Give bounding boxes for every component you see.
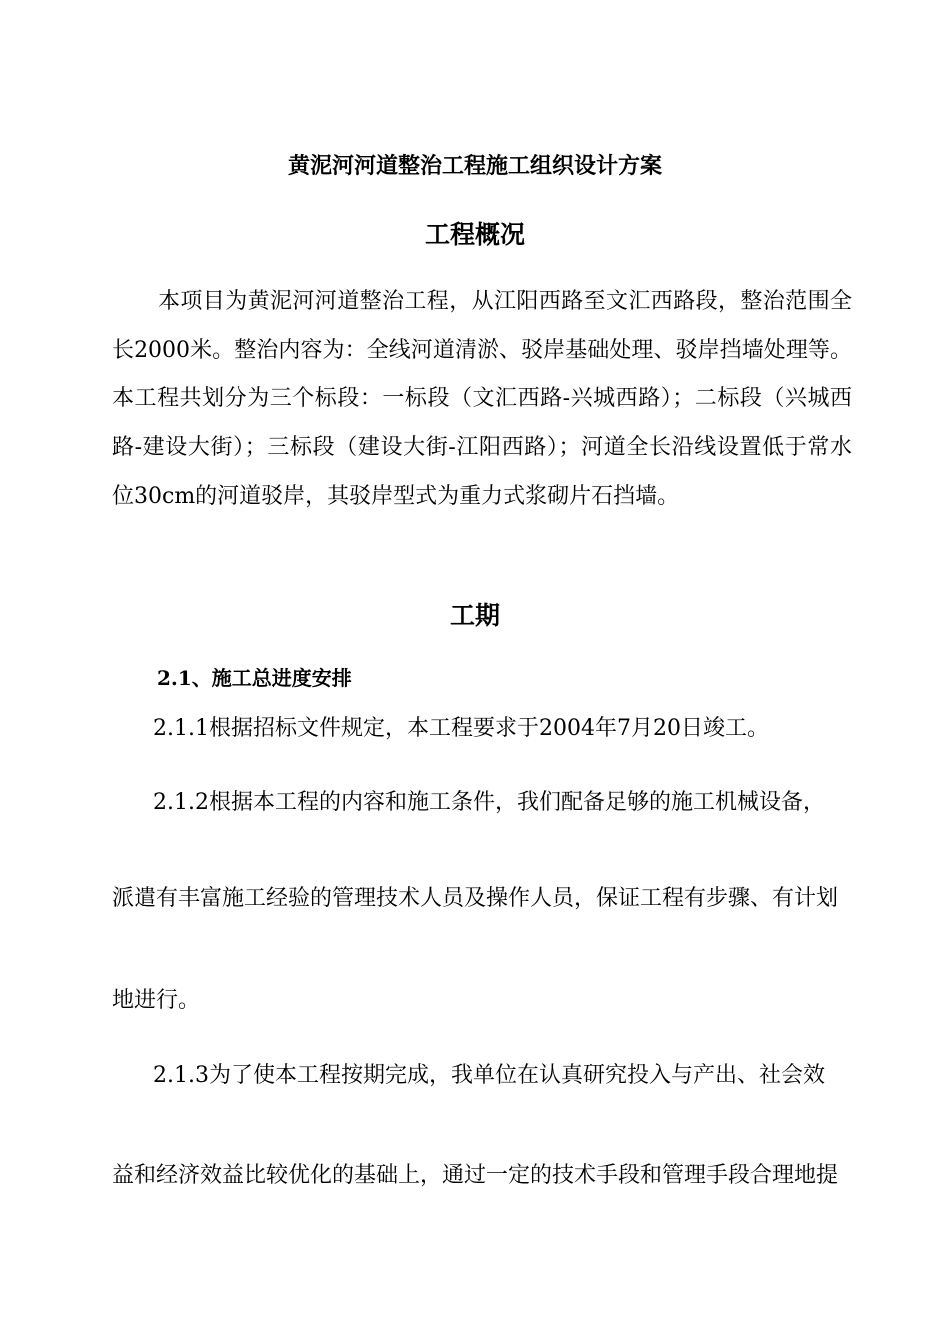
overview-paragraph: 本项目为黄泥河河道整治工程，从江阳西路至文汇西路段，整治范围全长2000米。整治内容为：全线河道清淤、驳岸基础处理、驳岸挡墙处理等。本工程共划分为三个标段：一标段（文汇西路-兴城西路）；二标段（兴城西路-建设大街）；三标段（建设大街-江阳西路）；河道全长沿线设置低于常水位30cm的河道驳岸，其驳岸型式为重力式浆砌片石挡墙。 [112, 289, 852, 509]
paragraph-line: 派遣有丰富施工经验的管理技术人员及操作人员，保证工程有步骤、有计划 [112, 886, 839, 911]
section-heading-overview: 工程概况 [424, 220, 525, 249]
paragraph-line: 益和经济效益比较优化的基础上，通过一定的技术手段和管理手段合理地提 [112, 1163, 839, 1188]
paragraph-line: 地进行。 [112, 988, 201, 1013]
section-heading-schedule: 工期 [449, 601, 500, 630]
paragraph-line: 2.1.1根据招标文件规定，本工程要求于2004年7月20日竣工。 [153, 716, 769, 741]
document-title: 黄泥河河道整治工程施工组织设计方案 [287, 153, 662, 179]
paragraph-line: 2.1.3为了使本工程按期完成，我单位在认真研究投入与产出、社会效 [153, 1063, 825, 1088]
paragraph-line: 2.1.2根据本工程的内容和施工条件，我们配备足够的施工机械设备， [153, 790, 825, 815]
subsection-heading: 2.1、施工总进度安排 [157, 666, 352, 690]
